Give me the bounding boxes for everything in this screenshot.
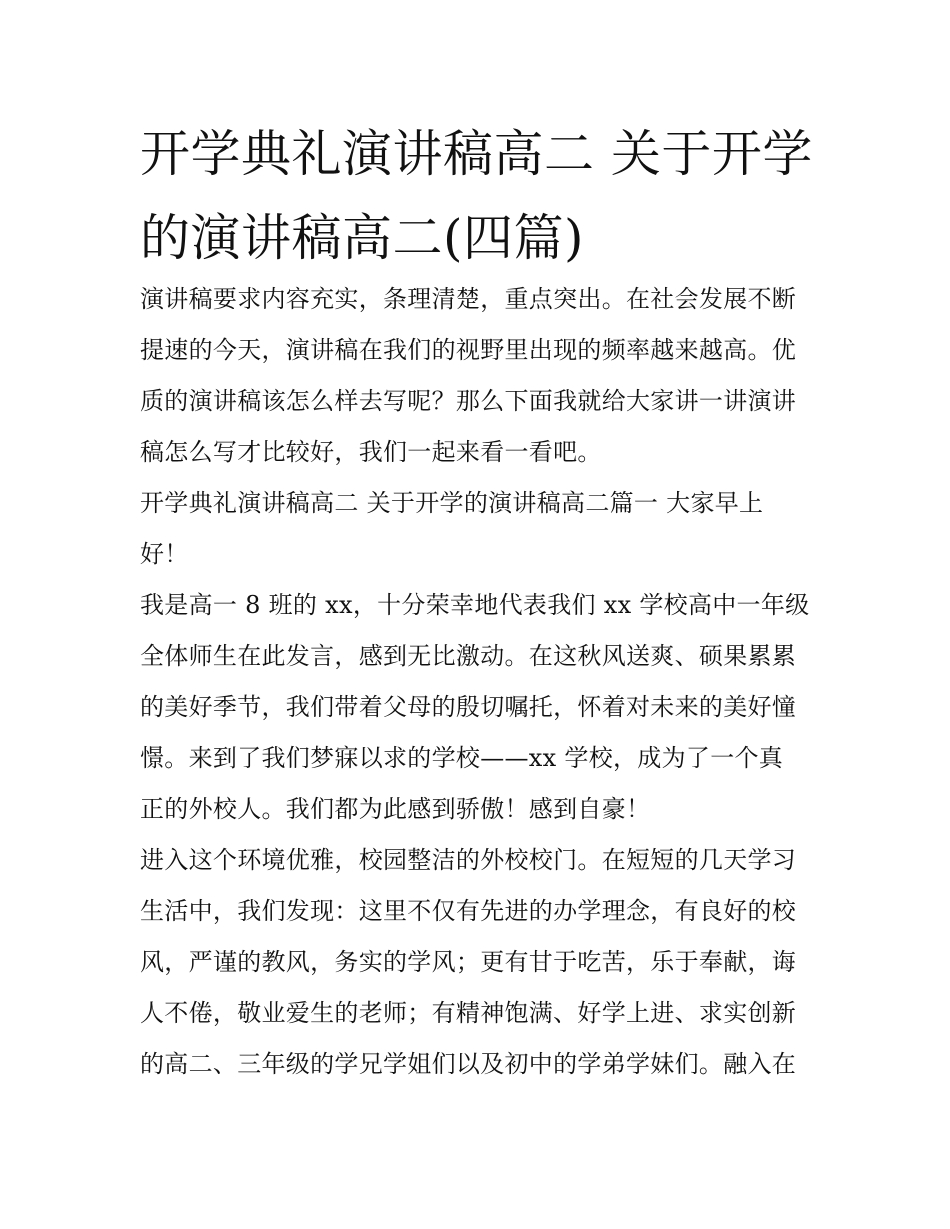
paragraph-introduction-self: 我是高一 8 班的 xx，十分荣幸地代表我们 xx 学校高中一年级 全体师生在此发言，感到无比激动。在这秋风送爽、硕果累累 的美好季节，我们带着父母的殷切嘱托，怀着对未来的美好憧 憬。来到了我们梦寐以求的学校——xx 学校，成为了一个真 正的外校人。我们都为此感到骄傲！感到自豪！	[140, 591, 810, 823]
paragraph-greeting: 开学典礼演讲稿高二 关于开学的演讲稿高二篇一 大家早上 好！	[140, 489, 764, 568]
document-body	[140, 274, 815, 1090]
document-title: 开学典礼演讲稿高二 关于开学的演讲稿高二(四篇)	[140, 125, 813, 267]
paragraph-school-life: 进入这个环境优雅，校园整洁的外校校门。在短短的几天学习 生活中，我们发现：这里不仅有先进的办学理念，有良好的校 风，严谨的教风，务实的学风；更有甘于吃苦，乐于奉献，诲 人不倦，敬业爱生的老师；有精神饱满、好学上进、求实创新 的高二、三年级的学兄学姐们以及初中的学弟学妹们。融入在	[140, 846, 797, 1078]
paragraph-intro: 演讲稿要求内容充实，条理清楚，重点突出。在社会发展不断 提速的今天，演讲稿在我们的视野里出现的频率越来越高。优 质的演讲稿该怎么样去写呢？那么下面我就给大家讲一讲演讲 稿怎么写才比较好，我们一起来看一看吧。	[140, 285, 797, 466]
